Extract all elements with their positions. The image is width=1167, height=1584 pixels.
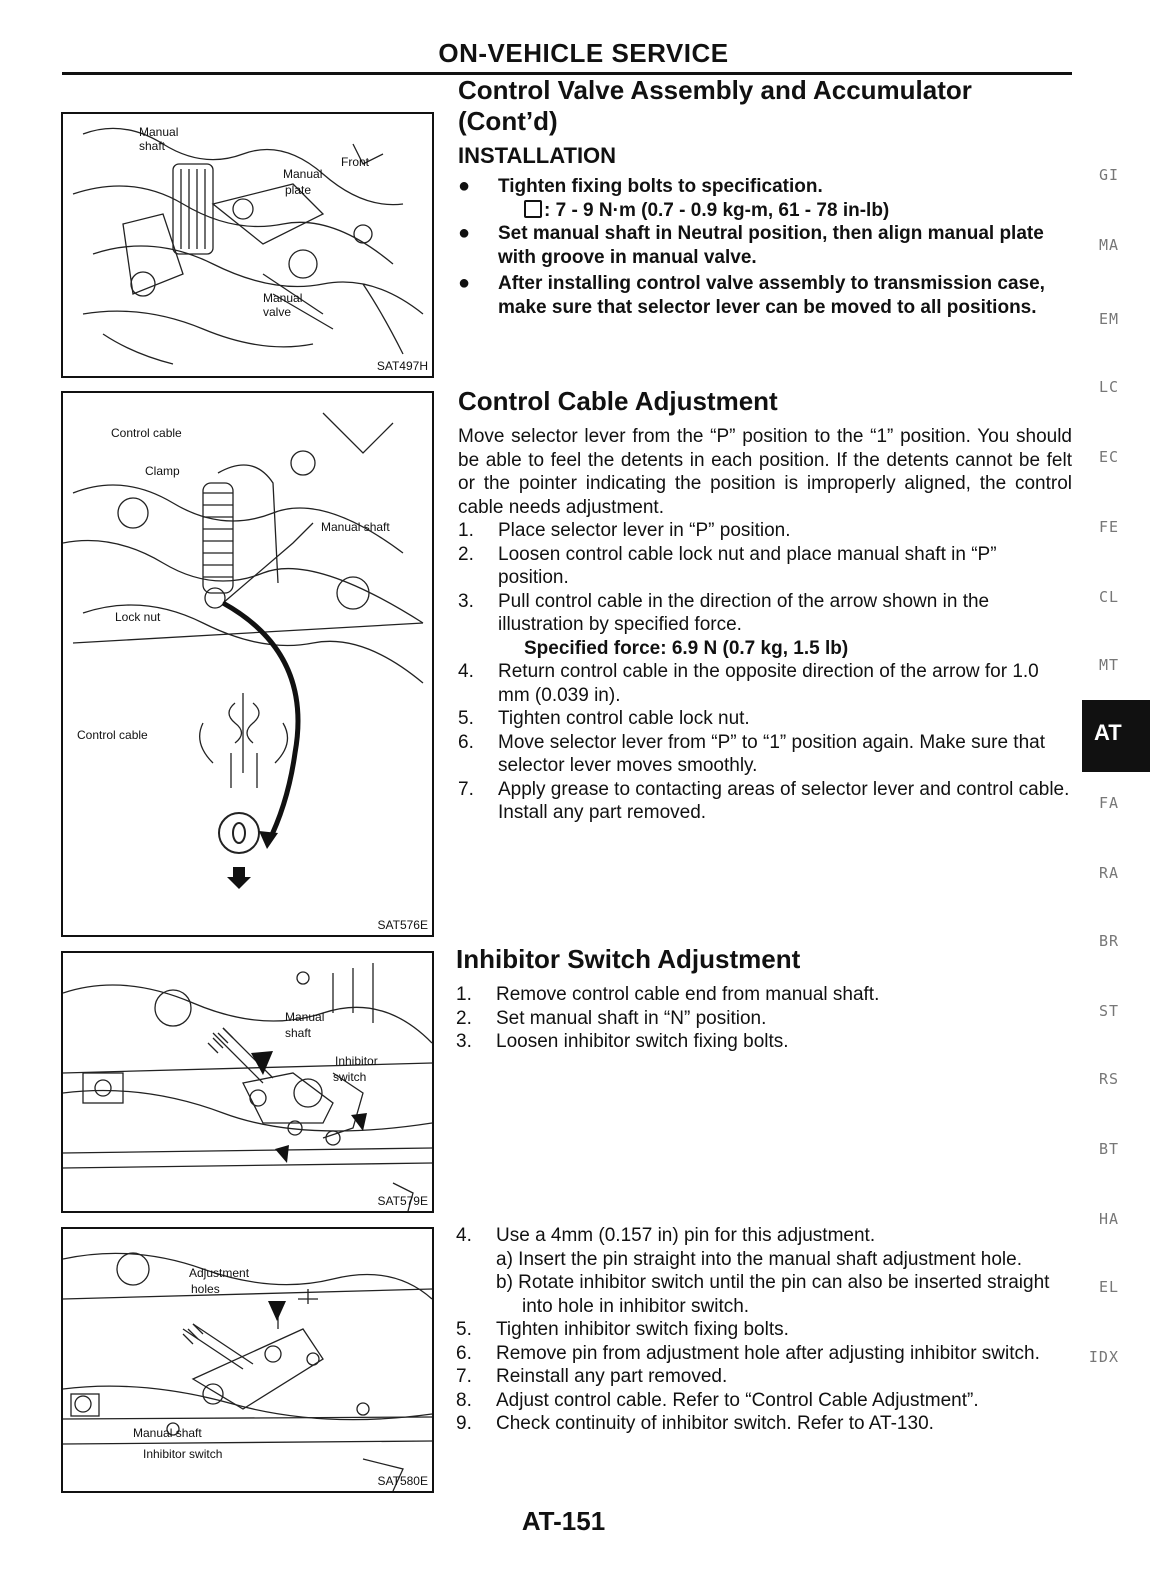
step-item: 1. Place selector lever in “P” position. (458, 520, 791, 541)
fig2-label-manual-shaft: Manual shaft (321, 520, 390, 534)
fig2-label-clamp: Clamp (145, 464, 180, 478)
step-item: 5. Tighten control cable lock nut. (458, 708, 750, 729)
side-tab-ra[interactable]: RA (1098, 864, 1119, 882)
page-number: AT-151 (521, 1506, 606, 1536)
figure-adjustment-holes (61, 1227, 434, 1493)
step-item: 8. Adjust control cable. Refer to “Control Cable Adjustment”. (456, 1389, 979, 1411)
fig3-label-inhibitor: Inhibitor (335, 1054, 378, 1068)
figure-inhibitor-switch (61, 951, 434, 1213)
side-tab-bt[interactable]: BT (1098, 1140, 1119, 1158)
page-header-title: ON-VEHICLE SERVICE (438, 38, 729, 68)
step-item: 3. Loosen inhibitor switch fixing bolts. (456, 1031, 789, 1052)
fig1-label-front: Front (341, 155, 370, 169)
side-tab-mt[interactable]: MT (1098, 656, 1119, 674)
step-item: 3. Pull control cable in the direction of the arrow shown in the illustration by specified force. (458, 590, 990, 635)
section-control-valve (458, 75, 1078, 319)
step-item: 2. Loosen control cable lock nut and place manual shaft in “P” position. (458, 543, 997, 588)
side-tab-cl[interactable]: CL (1098, 588, 1119, 606)
side-tab-lc[interactable]: LC (1098, 378, 1119, 396)
step-item: 6. Remove pin from adjustment hole after adjusting inhibitor switch. (456, 1342, 1040, 1364)
section-control-cable (458, 386, 1072, 825)
side-tab-st[interactable]: ST (1098, 1002, 1119, 1020)
step-item: 9. Check continuity of inhibitor switch. Refer to AT-130. (456, 1413, 934, 1434)
section-inhibitor-continued (456, 1224, 1072, 1436)
torque-wrench-icon (524, 200, 542, 218)
section-title-line2: (Cont’d) (458, 106, 558, 136)
side-tab-ha[interactable]: HA (1098, 1210, 1119, 1228)
fig4-label-adjustment: Adjustment (189, 1266, 250, 1280)
step-item: 7. Apply grease to contacting areas of selector lever and control cable. Install any part removed. (458, 778, 1070, 823)
side-tab-at-active[interactable]: AT (1082, 700, 1150, 772)
step-item: 5. Tighten inhibitor switch fixing bolts. (456, 1319, 789, 1340)
bullet-item: ● Tighten fixing bolts to specification. (458, 175, 823, 197)
section-inhibitor (456, 944, 1072, 1054)
fig4-label-holes: holes (191, 1282, 220, 1296)
control-cable-intro: Move selector lever from the “P” position to the “1” position. You should be able to feel the detents in each position. If the detents cannot be felt or the pointer indicating the position is improperly aligned, the control cable needs adjustment. (458, 426, 1072, 518)
fig2-label-control-cable-top: Control cable (111, 426, 182, 440)
side-tab-rs[interactable]: RS (1098, 1070, 1119, 1088)
side-tab-el[interactable]: EL (1098, 1278, 1119, 1296)
fig1-label-manual-plate-1: Manual (283, 167, 323, 181)
step-item: 7. Reinstall any part removed. (456, 1366, 728, 1387)
side-tab-ec[interactable]: EC (1098, 448, 1119, 466)
figure-adjustment-holes-illustration (63, 1229, 432, 1491)
fig1-label-manual-valve-1: Manual (263, 291, 303, 305)
torque-spec: : 7 - 9 N·m (0.7 - 0.9 kg-m, 61 - 78 in-lb) (458, 199, 1078, 223)
side-tab-ma[interactable]: MA (1098, 236, 1119, 254)
bullet-dot-icon: ● (458, 272, 471, 294)
fig3-label-switch: switch (333, 1070, 367, 1084)
fig2-label-control-cable-bottom: Control cable (77, 728, 148, 742)
figure-code: SAT497H (376, 359, 428, 373)
figure-manual-shaft-illustration (63, 114, 432, 376)
bullet-dot-icon: ● (458, 222, 471, 244)
bullet-item: ● Set manual shaft in Neutral position, then align manual plate with groove in manual valve. (458, 222, 1044, 268)
side-tab-idx[interactable]: IDX (1088, 1348, 1119, 1366)
section-title-line1: Control Valve Assembly and Accumulator (458, 75, 972, 105)
fig4-label-inhibitor-switch: Inhibitor switch (143, 1447, 223, 1461)
fig1-label-manual-plate-2: plate (285, 183, 312, 197)
side-tab-em[interactable]: EM (1098, 310, 1119, 328)
side-tab-fe[interactable]: FE (1098, 518, 1119, 536)
step-item: 4. Return control cable in the opposite direction of the arrow for 1.0 mm (0.039 in). (458, 661, 1039, 706)
figure-code: SAT576E (377, 918, 428, 932)
specified-force: Specified force: 6.9 N (0.7 kg, 1.5 lb) (524, 637, 849, 659)
figure-manual-shaft (61, 112, 434, 378)
figure-control-cable (61, 391, 434, 937)
fig1-label-manual: Manual (139, 125, 179, 139)
step-item: 1. Remove control cable end from manual shaft. (456, 984, 880, 1005)
fig1-label-shaft: shaft (139, 139, 166, 153)
fig3-label-shaft: shaft (285, 1026, 312, 1040)
bullet-dot-icon: ● (458, 175, 471, 197)
step-item: 6. Move selector lever from “P” to “1” position again. Make sure that selector lever moves smoothly. (458, 731, 1046, 776)
figure-code: SAT580E (377, 1474, 428, 1488)
fig4-label-manual-shaft: Manual shaft (133, 1426, 202, 1440)
sub-step-a: a) Insert the pin straight into the manual shaft adjustment hole. (496, 1248, 1022, 1270)
inhibitor-title: Inhibitor Switch Adjustment (456, 944, 801, 974)
side-tab-fa[interactable]: FA (1098, 794, 1119, 812)
figure-inhibitor-switch-illustration (63, 953, 432, 1211)
figure-control-cable-illustration (63, 393, 432, 935)
sub-step-b: b) Rotate inhibitor switch until the pin can also be inserted straight into hole in inhibitor switch. (496, 1272, 1050, 1317)
step-item: 4. Use a 4mm (0.157 in) pin for this adjustment. (456, 1225, 876, 1246)
side-tab-br[interactable]: BR (1098, 932, 1119, 950)
step-item: 2. Set manual shaft in “N” position. (456, 1007, 767, 1029)
fig2-label-lock-nut: Lock nut (115, 610, 161, 624)
installation-heading: INSTALLATION (458, 143, 617, 168)
fig3-label-manual: Manual (285, 1010, 325, 1024)
control-cable-title: Control Cable Adjustment (458, 386, 778, 416)
figure-code: SAT579E (377, 1194, 428, 1208)
bullet-item: ● After installing control valve assembly to transmission case, make sure that selector lever can be moved to all positions. (458, 272, 1045, 318)
fig1-label-manual-valve-2: valve (263, 305, 292, 319)
side-tab-gi[interactable]: GI (1098, 166, 1119, 184)
